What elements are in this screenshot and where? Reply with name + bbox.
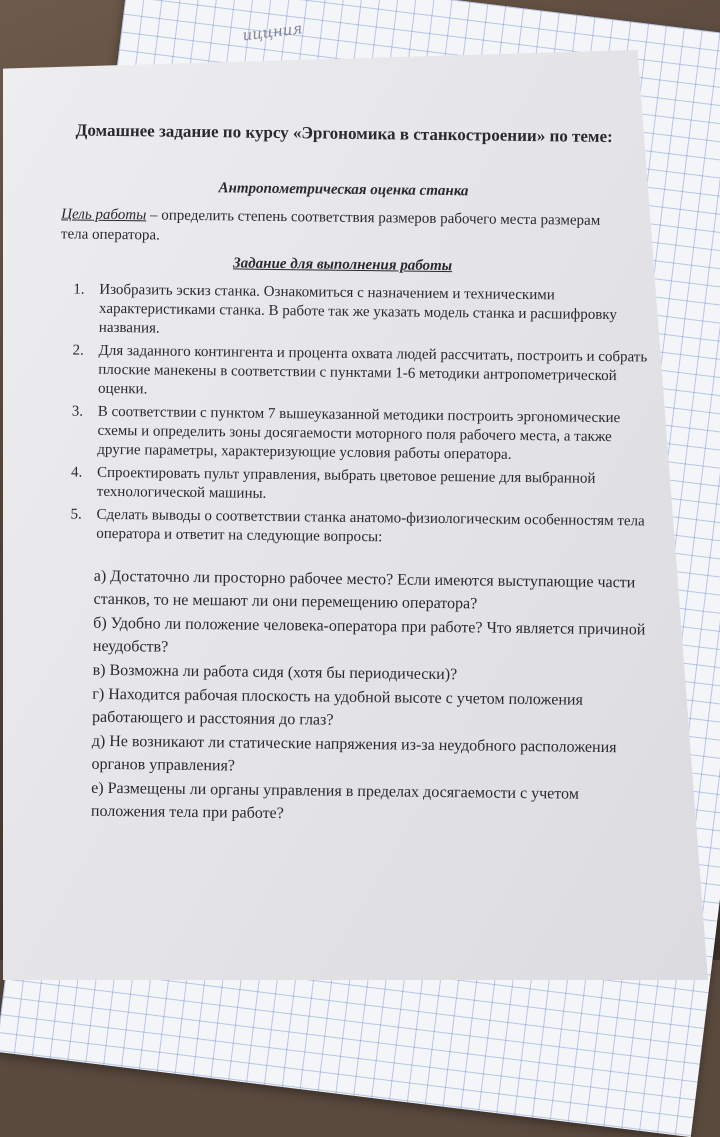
document-subtitle: Антропометрическая оценка станка <box>218 180 469 200</box>
task-text: Изобразить эскиз станка. Ознакомиться с назначением и техническими характеристиками станка. В работе так же указать модель станка и расшифровку названия. <box>98 281 618 337</box>
task-item <box>59 505 649 550</box>
task-item <box>62 280 653 344</box>
question-item: г) Находится рабочая плоскость на удобной высоте с учетом положения работающего и расстояния до глаз? <box>91 685 583 729</box>
goal-paragraph <box>61 204 621 251</box>
task-item <box>60 402 651 466</box>
task-number: 3. <box>71 403 84 420</box>
question-item: б) Удобно ли положение человека-оператора при работе? Что является причиной неудобств? <box>92 614 646 656</box>
task-item <box>61 341 652 405</box>
task-text: Сделать выводы о соответствии станка анатомо-физиологическим особенностям тела оператора и ответит на следующие вопросы: <box>96 506 645 546</box>
task-number: 5. <box>70 506 82 523</box>
task-number: 1. <box>73 281 85 298</box>
question-item: а) Достаточно ли просторно рабочее место? Если имеются выступающие части станков, то не мешают ли они перемещению оператора? <box>93 567 636 613</box>
question-item: в) Возможна ли работа сидя (хотя бы периодически)? <box>92 661 458 684</box>
task-number: 4. <box>70 464 83 481</box>
question-item: е) Размещены ли органы управления в пределах досягаемости с учетом положения тела при работе? <box>90 779 580 823</box>
goal-text: – определить степень соответствия размеров рабочего места размерам тела оператора. <box>60 207 601 244</box>
question-list <box>91 565 654 831</box>
task-item <box>60 463 650 508</box>
question-item: д) Не возникают ли статические напряжения из-за неудобного расположения органов управления? <box>91 732 617 775</box>
task-heading: Задание для выполнения работы <box>233 255 453 275</box>
task-list <box>59 280 652 554</box>
task-number: 2. <box>72 342 84 359</box>
task-text: В соответствии с пунктом 7 вышеуказанной методики построить эргономические схемы и определить зоны досягаемости моторного поля рабочего места, а также другие параметры, характеризующие условия работы оператора. <box>97 403 621 463</box>
task-text: Для заданного контингента и процента охвата людей рассчитать, построить и собрать плоские манекены в соответствии с пунктами 1-6 методики антропометрической оценки. <box>97 342 648 398</box>
goal-label: Цель работы <box>61 206 147 224</box>
document-title: Домашнее задание по курсу «Эргономика в станкостроении» по теме: <box>75 120 613 147</box>
task-text: Спроектировать пульт управления, выбрать цветовое решение для выбранной технологической машины. <box>96 464 596 502</box>
handwritten-scribble: иццния <box>241 19 304 45</box>
